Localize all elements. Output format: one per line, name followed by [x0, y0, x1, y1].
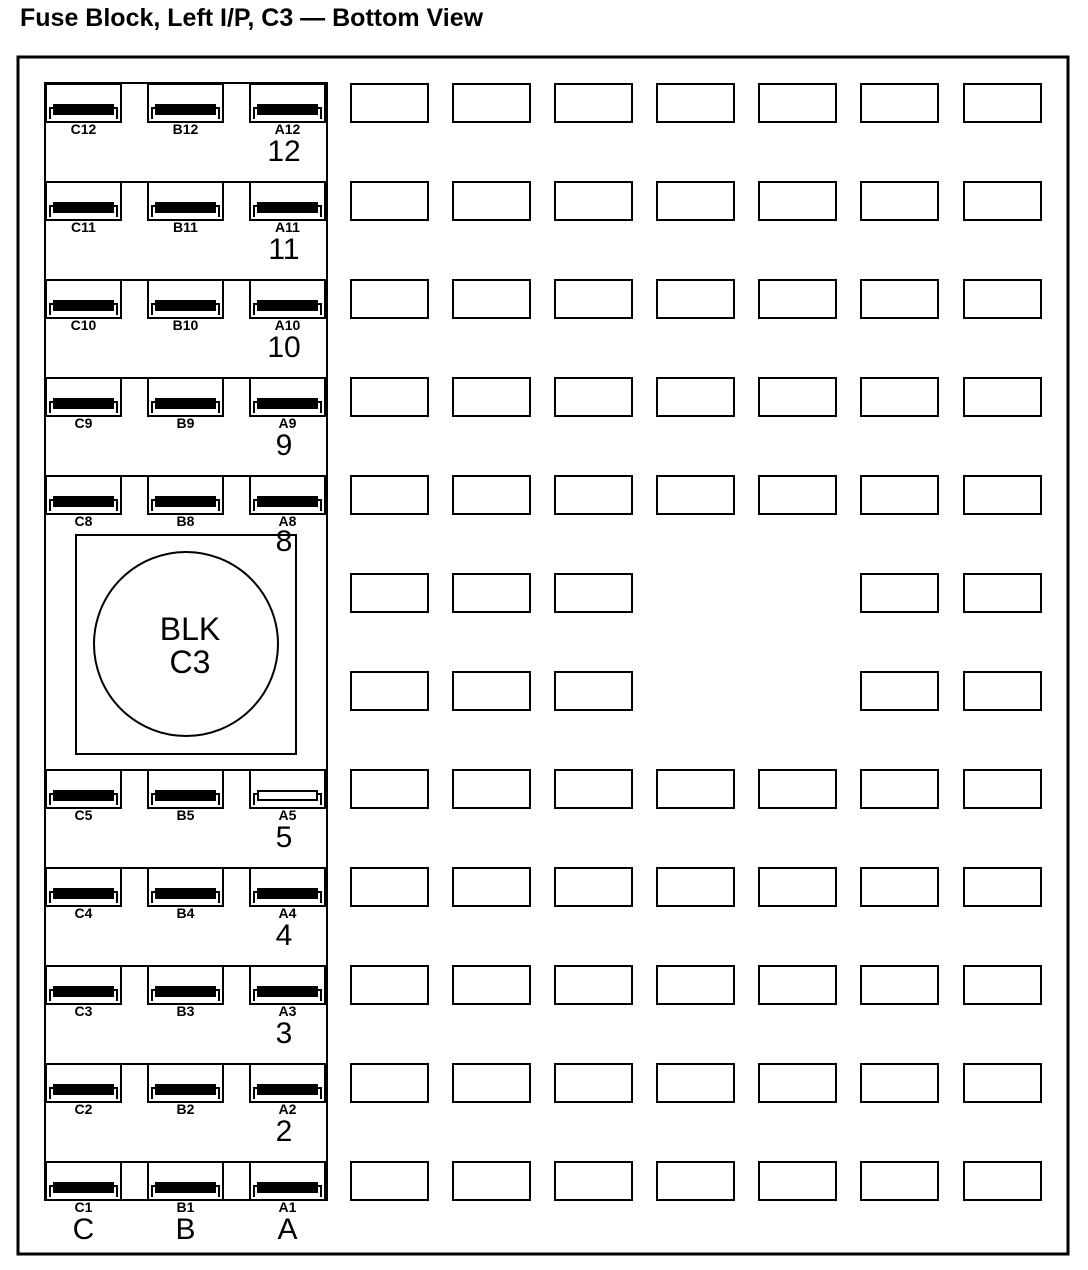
- terminal-cavity: [46, 378, 121, 416]
- terminal-pin: [54, 889, 113, 898]
- blank-cavity: [759, 280, 836, 318]
- blank-cavity: [351, 574, 428, 612]
- terminal-pin: [258, 301, 317, 310]
- terminal-cavity: [250, 182, 325, 220]
- terminal-cavity: [148, 280, 223, 318]
- connector-color-label: BLK: [159, 611, 221, 647]
- blank-cavity: [964, 966, 1041, 1004]
- cavity-label: A3: [278, 1003, 297, 1019]
- terminal-cavity: [46, 770, 121, 808]
- blank-cavity: [657, 84, 734, 122]
- cavity-label: A2: [278, 1101, 297, 1117]
- column-letter-labels: [73, 1213, 298, 1246]
- cavity-label: C10: [70, 317, 97, 333]
- terminal-pin: [54, 105, 113, 114]
- connector-id-label: C3: [169, 644, 211, 680]
- blank-cavity: [964, 280, 1041, 318]
- terminal-pin: [258, 987, 317, 996]
- blank-cavity: [657, 280, 734, 318]
- terminal-cavity: [46, 1162, 121, 1200]
- terminal-pin: [54, 987, 113, 996]
- terminal-pin: [258, 889, 317, 898]
- blank-cavity: [453, 1064, 530, 1102]
- blank-cavity: [861, 868, 938, 906]
- terminal-cavity: [250, 868, 325, 906]
- column-letter: A: [277, 1213, 298, 1246]
- blank-cavity: [964, 1162, 1041, 1200]
- blank-cavity: [861, 378, 938, 416]
- blank-cavity: [453, 378, 530, 416]
- terminal-pin: [54, 1085, 113, 1094]
- terminal-pin: [156, 399, 215, 408]
- blank-cavity: [964, 476, 1041, 514]
- cavity-label: C1: [74, 1199, 93, 1215]
- blank-cavity: [453, 672, 530, 710]
- blank-cavity: [555, 378, 632, 416]
- terminal-pin: [156, 497, 215, 506]
- terminal-pin: [258, 497, 317, 506]
- blank-cavity: [964, 84, 1041, 122]
- blank-cavity: [453, 182, 530, 220]
- blank-cavity: [555, 280, 632, 318]
- cavity-label: B12: [172, 121, 199, 137]
- diagram-title: Fuse Block, Left I/P, C3 — Bottom View: [20, 4, 484, 32]
- cavity-label: A1: [278, 1199, 297, 1215]
- blank-cavity: [351, 770, 428, 808]
- terminal-pin: [156, 105, 215, 114]
- blank-cavity: [351, 868, 428, 906]
- row-number: 9: [275, 429, 293, 462]
- cavity-label: C4: [74, 905, 93, 921]
- terminal-cavity: [148, 770, 223, 808]
- terminal-cavity: [148, 182, 223, 220]
- blank-cavity: [453, 770, 530, 808]
- terminal-cavity: [148, 868, 223, 906]
- blank-cavity: [657, 476, 734, 514]
- blank-cavity: [657, 1162, 734, 1200]
- blank-cavity: [351, 182, 428, 220]
- blank-cavity: [759, 1162, 836, 1200]
- blank-cavity: [351, 476, 428, 514]
- cavity-label: C8: [74, 513, 93, 529]
- blank-cavity: [657, 378, 734, 416]
- blank-cavity: [657, 1064, 734, 1102]
- cavity-label: C12: [70, 121, 97, 137]
- blank-cavity: [555, 1162, 632, 1200]
- blank-cavity: [759, 182, 836, 220]
- blank-cavity: [759, 476, 836, 514]
- row-number: 4: [275, 919, 293, 952]
- blank-cavity: [759, 868, 836, 906]
- cavity-label: C11: [71, 219, 96, 235]
- cavity-label: B9: [176, 415, 195, 431]
- row-number: 2: [275, 1115, 293, 1148]
- blank-cavity: [657, 182, 734, 220]
- row-number: 8: [275, 525, 293, 558]
- blank-cavity: [964, 182, 1041, 220]
- terminal-cavity: [250, 966, 325, 1004]
- terminal-pin: [156, 1183, 215, 1192]
- cavity-label: B10: [172, 317, 199, 333]
- blank-cavity: [964, 574, 1041, 612]
- blank-cavity: [861, 1064, 938, 1102]
- blank-cavity: [453, 476, 530, 514]
- terminal-cavity: [46, 476, 121, 514]
- terminal-cavity: [250, 84, 325, 122]
- blank-cavity: [555, 770, 632, 808]
- cavity-label: C3: [74, 1003, 93, 1019]
- blank-cavity: [964, 770, 1041, 808]
- blank-cavity: [964, 378, 1041, 416]
- blank-cavity: [759, 84, 836, 122]
- blank-cavity: [759, 770, 836, 808]
- blank-cavity: [555, 966, 632, 1004]
- terminal-pin: [54, 791, 113, 800]
- blank-cavity: [657, 868, 734, 906]
- terminal-cavity: [46, 182, 121, 220]
- cavity-label: B1: [176, 1199, 195, 1215]
- blank-cavity: [351, 672, 428, 710]
- row-number: 11: [268, 233, 300, 266]
- cavity-label: A9: [278, 415, 297, 431]
- terminal-pin-empty: [258, 791, 317, 800]
- cavity-label: B2: [176, 1101, 195, 1117]
- terminal-pin: [156, 791, 215, 800]
- blank-cavity: [657, 770, 734, 808]
- blank-cavity: [861, 574, 938, 612]
- cavity-label: A5: [278, 807, 297, 823]
- terminal-pin: [54, 399, 113, 408]
- blank-cavity: [759, 378, 836, 416]
- blank-cavity: [861, 966, 938, 1004]
- terminal-cavity: [46, 966, 121, 1004]
- terminal-pin: [156, 203, 215, 212]
- blank-cavity: [861, 1162, 938, 1200]
- cavity-label: B5: [176, 807, 195, 823]
- blank-cavity: [453, 280, 530, 318]
- blank-cavity: [964, 672, 1041, 710]
- cavity-label: A4: [278, 905, 297, 921]
- blank-cavity: [453, 1162, 530, 1200]
- terminal-cavity: [148, 476, 223, 514]
- blank-cavity: [759, 1064, 836, 1102]
- cavity-label: C2: [74, 1101, 93, 1117]
- terminal-cavity: [46, 84, 121, 122]
- terminal-pin: [258, 399, 317, 408]
- cavity-label: A11: [275, 219, 300, 235]
- cavity-label: B4: [176, 905, 195, 921]
- blank-cavity: [861, 770, 938, 808]
- blank-cavity: [351, 1162, 428, 1200]
- blank-cavity: [555, 672, 632, 710]
- blank-cavity: [351, 84, 428, 122]
- terminal-cavity: [148, 966, 223, 1004]
- cavity-label: C5: [74, 807, 93, 823]
- blank-cavity: [861, 476, 938, 514]
- blank-cavity-grid: [351, 84, 1041, 1200]
- blank-cavity: [861, 182, 938, 220]
- terminal-pin: [54, 203, 113, 212]
- blank-cavity: [555, 182, 632, 220]
- terminal-cavity: [250, 476, 325, 514]
- blank-cavity: [555, 574, 632, 612]
- row-number: 5: [275, 821, 293, 854]
- cavity-label: A10: [274, 317, 301, 333]
- terminal-pin: [258, 105, 317, 114]
- blank-cavity: [964, 868, 1041, 906]
- column-letter: C: [72, 1213, 95, 1246]
- terminal-pin: [258, 1183, 317, 1192]
- cavity-label: B3: [176, 1003, 195, 1019]
- terminal-cavity: [250, 280, 325, 318]
- row-number: 10: [267, 331, 301, 364]
- terminal-cavity: [148, 378, 223, 416]
- blank-cavity: [351, 378, 428, 416]
- blank-cavity: [657, 966, 734, 1004]
- column-letter: B: [175, 1213, 196, 1246]
- blank-cavity: [861, 84, 938, 122]
- cavity-label: A12: [274, 121, 301, 137]
- terminal-cavity: [250, 1064, 325, 1102]
- cavity-label: A8: [278, 513, 297, 529]
- terminal-cavity: [250, 770, 325, 808]
- terminal-cavity: [148, 84, 223, 122]
- blank-cavity: [453, 84, 530, 122]
- cavity-label: B8: [176, 513, 195, 529]
- row-number: 12: [267, 135, 301, 168]
- terminal-cavity: [250, 1162, 325, 1200]
- blank-cavity: [351, 280, 428, 318]
- blank-cavity: [453, 966, 530, 1004]
- terminal-pin: [258, 203, 317, 212]
- connector-body: [76, 535, 296, 754]
- blank-cavity: [555, 84, 632, 122]
- blank-cavity: [861, 280, 938, 318]
- row-number: 3: [275, 1017, 293, 1050]
- terminal-pin: [156, 301, 215, 310]
- terminal-cavity: [46, 868, 121, 906]
- blank-cavity: [453, 868, 530, 906]
- blank-cavity: [351, 966, 428, 1004]
- blank-cavity: [555, 476, 632, 514]
- blank-cavity: [453, 574, 530, 612]
- terminal-pin: [54, 497, 113, 506]
- terminal-cavity: [250, 378, 325, 416]
- cavity-label: C9: [74, 415, 93, 431]
- terminal-cavity: [46, 1064, 121, 1102]
- blank-cavity: [555, 868, 632, 906]
- terminal-pin: [258, 1085, 317, 1094]
- terminal-pin: [156, 889, 215, 898]
- blank-cavity: [964, 1064, 1041, 1102]
- terminal-pin: [54, 1183, 113, 1192]
- terminal-cavity: [148, 1162, 223, 1200]
- terminal-pin: [54, 301, 113, 310]
- terminal-pin: [156, 1085, 215, 1094]
- blank-cavity: [861, 672, 938, 710]
- terminal-cavity: [46, 280, 121, 318]
- terminal-cavity: [148, 1064, 223, 1102]
- blank-cavity: [555, 1064, 632, 1102]
- terminal-pin: [156, 987, 215, 996]
- blank-cavity: [759, 966, 836, 1004]
- cavity-label: B11: [173, 219, 198, 235]
- blank-cavity: [351, 1064, 428, 1102]
